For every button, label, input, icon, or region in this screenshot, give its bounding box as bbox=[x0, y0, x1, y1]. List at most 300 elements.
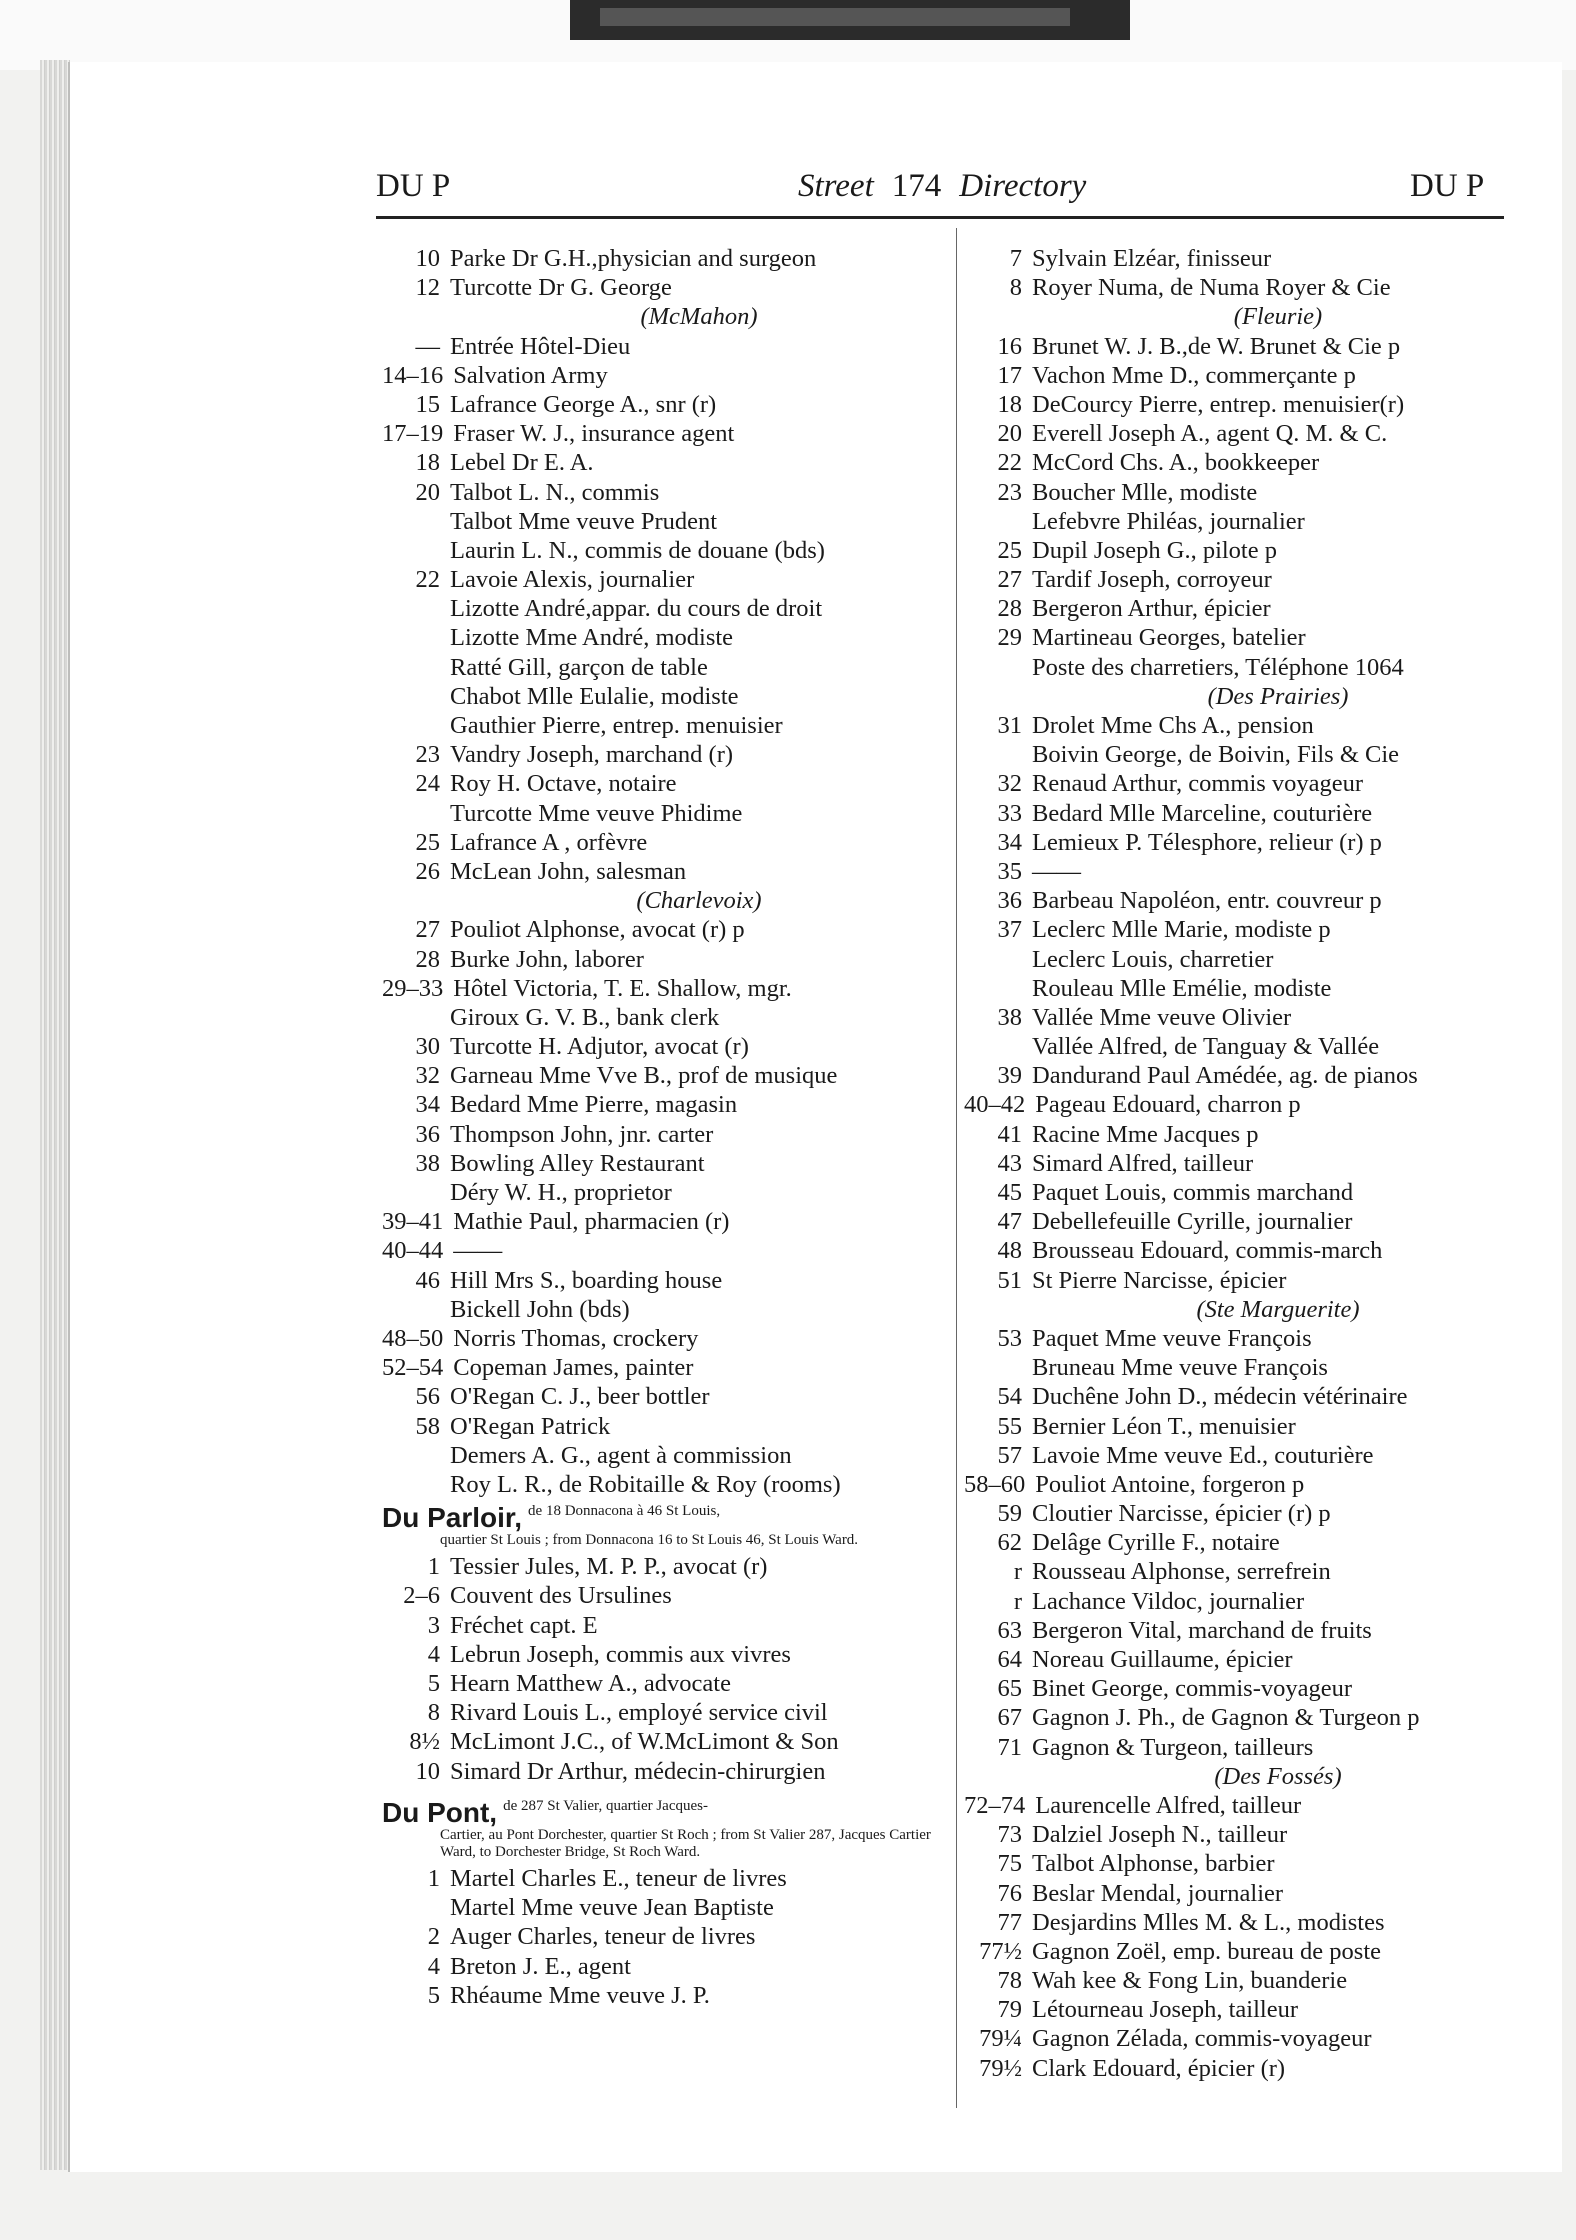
directory-entry bbox=[964, 711, 1524, 740]
street-number: 16 bbox=[997, 332, 1022, 360]
street-entries bbox=[382, 1552, 948, 1786]
directory-entry bbox=[382, 536, 948, 565]
street-number: 45 bbox=[997, 1179, 1022, 1206]
resident-text: Bickell John (bds) bbox=[450, 1295, 630, 1323]
resident-text: McCord Chs. A., bookkeeper bbox=[1032, 449, 1320, 477]
resident-text: Bergeron Vital, marchand de fruits bbox=[1032, 1616, 1372, 1644]
street-number: 58–60 bbox=[964, 1470, 1026, 1498]
street-number bbox=[382, 1178, 450, 1207]
directory-entry bbox=[382, 769, 948, 798]
directory-entry bbox=[964, 2024, 1524, 2053]
directory-entry bbox=[964, 1528, 1524, 1557]
directory-entry bbox=[964, 769, 1524, 798]
directory-entry bbox=[382, 507, 948, 536]
street-number: 38 bbox=[415, 1149, 440, 1177]
resident-text: Auger Charles, teneur de livres bbox=[450, 1923, 756, 1951]
resident-text: Lachance Vildoc, journalier bbox=[1032, 1587, 1305, 1615]
street-number: 62 bbox=[997, 1529, 1022, 1557]
header-left: DU P bbox=[376, 168, 451, 204]
street-description: de 18 Donnacona à 46 St Louis, bbox=[528, 1503, 721, 1520]
resident-text: Martineau Georges, batelier bbox=[1032, 624, 1306, 652]
street-number: 34 bbox=[415, 1091, 440, 1119]
resident-text: Dupil Joseph G., pilote p bbox=[1032, 536, 1277, 564]
street-number: 27 bbox=[997, 566, 1022, 594]
directory-entry bbox=[964, 1733, 1524, 1762]
street-number: 5 bbox=[427, 1670, 440, 1698]
street-number: 79 bbox=[997, 1996, 1022, 2024]
directory-entry bbox=[964, 1236, 1524, 1265]
street-number bbox=[382, 1003, 450, 1032]
directory-entry bbox=[382, 565, 948, 594]
resident-text: Lafrance A , orfèvre bbox=[450, 828, 648, 856]
resident-text: Rivard Louis L., employé service civil bbox=[450, 1699, 828, 1727]
directory-entry bbox=[382, 1003, 948, 1032]
street-number bbox=[382, 302, 450, 331]
resident-text: Noreau Guillaume, épicier bbox=[1032, 1646, 1293, 1673]
cross-street-name: (Ste Marguerite) bbox=[1196, 1295, 1360, 1323]
street-number: 67 bbox=[997, 1704, 1022, 1732]
cross-street-name: (Des Prairies) bbox=[1207, 682, 1349, 710]
directory-entry bbox=[964, 1499, 1524, 1528]
resident-text: Laurin L. N., commis de douane (bds) bbox=[450, 536, 825, 564]
directory-entry bbox=[964, 1703, 1524, 1732]
resident-text: Laurencelle Alfred, tailleur bbox=[1035, 1791, 1302, 1819]
resident-text: Paquet Louis, commis marchand bbox=[1032, 1179, 1354, 1206]
resident-text: Desjardins Mlles M. & L., modistes bbox=[1032, 1908, 1385, 1936]
resident-text: Fréchet capt. E bbox=[450, 1611, 598, 1639]
street-number: 18 bbox=[415, 449, 440, 477]
directory-entry bbox=[964, 390, 1524, 419]
section-heading bbox=[964, 1762, 1524, 1791]
directory-entry bbox=[382, 1236, 948, 1265]
directory-entry bbox=[382, 1412, 948, 1441]
directory-entry bbox=[964, 1382, 1524, 1411]
directory-entry bbox=[964, 565, 1524, 594]
street-number: 22 bbox=[997, 449, 1022, 477]
street-number: 8½ bbox=[409, 1728, 440, 1756]
directory-entry bbox=[964, 1820, 1524, 1849]
street-description: de 287 St Valier, quartier Jacques- bbox=[503, 1797, 708, 1814]
directory-entry bbox=[382, 1178, 948, 1207]
resident-text: Gagnon & Turgeon, tailleurs bbox=[1032, 1733, 1314, 1761]
resident-text: Lebrun Joseph, commis aux vivres bbox=[450, 1640, 791, 1668]
street-number: 1 bbox=[427, 1553, 440, 1581]
street-name: Du Parloir, bbox=[382, 1502, 523, 1534]
directory-entry bbox=[964, 1441, 1524, 1470]
street-number: 56 bbox=[415, 1383, 440, 1411]
street-number: 65 bbox=[997, 1675, 1022, 1703]
directory-entry bbox=[964, 1470, 1524, 1499]
resident-text: Breton J. E., agent bbox=[450, 1952, 631, 1980]
directory-entry bbox=[964, 536, 1524, 565]
resident-text: Couvent des Ursulines bbox=[450, 1582, 672, 1610]
cross-street-name: (McMahon) bbox=[640, 303, 758, 331]
resident-text: Rhéaume Mme veuve J. P. bbox=[450, 1981, 710, 2009]
directory-entry bbox=[382, 1669, 948, 1698]
directory-entry bbox=[964, 1995, 1524, 2024]
directory-entry bbox=[382, 1149, 948, 1178]
street-number: 7 bbox=[1009, 245, 1022, 272]
street-number: 39 bbox=[997, 1062, 1022, 1090]
resident-text: Gagnon Zélada, commis-voyageur bbox=[1032, 2025, 1372, 2053]
resident-text: Salvation Army bbox=[453, 361, 608, 389]
directory-entry bbox=[964, 1966, 1524, 1995]
street-number bbox=[964, 740, 1032, 769]
directory-entry bbox=[964, 448, 1524, 477]
scanner-clip-detail bbox=[600, 8, 1070, 26]
directory-entry bbox=[964, 1616, 1524, 1645]
resident-text: Simard Dr Arthur, médecin-chirurgien bbox=[450, 1757, 826, 1785]
street-number: 43 bbox=[997, 1149, 1022, 1177]
directory-entry bbox=[382, 1061, 948, 1090]
section-heading bbox=[964, 302, 1524, 331]
street-number bbox=[382, 1893, 450, 1922]
street-number: 8 bbox=[427, 1699, 440, 1727]
resident-text: Pageau Edouard, charron p bbox=[1035, 1091, 1301, 1119]
street-number: 34 bbox=[997, 828, 1022, 856]
street-entries bbox=[382, 1864, 948, 2010]
street-number: 25 bbox=[997, 536, 1022, 564]
street-number: 55 bbox=[997, 1412, 1022, 1440]
directory-entry bbox=[382, 1382, 948, 1411]
street-number: 23 bbox=[997, 478, 1022, 506]
street-number: 54 bbox=[997, 1383, 1022, 1411]
street-number bbox=[382, 507, 450, 536]
resident-text: Turcotte Mme veuve Phidime bbox=[450, 799, 743, 827]
resident-text: Bowling Alley Restaurant bbox=[450, 1149, 705, 1177]
street-number: 59 bbox=[997, 1500, 1022, 1528]
directory-entry bbox=[964, 1090, 1524, 1119]
resident-text: Clark Edouard, épicier (r) bbox=[1032, 2054, 1286, 2082]
street-number: 27 bbox=[415, 916, 440, 944]
cross-street-name: (Des Fossés) bbox=[1214, 1762, 1342, 1790]
directory-entry bbox=[964, 1266, 1524, 1295]
directory-entry bbox=[382, 1207, 948, 1236]
street-number: 72–74 bbox=[964, 1791, 1026, 1819]
directory-entry bbox=[964, 1032, 1524, 1061]
street-number: 10 bbox=[415, 1757, 440, 1785]
resident-text: Drolet Mme Chs A., pension bbox=[1032, 712, 1314, 739]
directory-entry bbox=[382, 244, 948, 273]
directory-entry bbox=[382, 390, 948, 419]
street-number: 24 bbox=[415, 770, 440, 798]
directory-entry bbox=[964, 594, 1524, 623]
directory-entry bbox=[964, 1791, 1524, 1820]
resident-text: Brunet W. J. B.,de W. Brunet & Cie p bbox=[1032, 332, 1401, 360]
street-number bbox=[964, 507, 1032, 536]
street-number bbox=[382, 799, 450, 828]
directory-entry bbox=[382, 1120, 948, 1149]
street-number: 63 bbox=[997, 1616, 1022, 1644]
street-number: 10 bbox=[415, 245, 440, 272]
street-number: 4 bbox=[427, 1952, 440, 1980]
directory-entry bbox=[382, 740, 948, 769]
resident-text: Garneau Mme Vve B., prof de musique bbox=[450, 1062, 838, 1090]
street-heading bbox=[382, 1798, 948, 1827]
directory-entry bbox=[382, 1981, 948, 2010]
header-center bbox=[798, 168, 1238, 208]
entries-right bbox=[964, 244, 1524, 2083]
resident-text: Roy H. Octave, notaire bbox=[450, 770, 677, 798]
resident-text: Martel Mme veuve Jean Baptiste bbox=[450, 1894, 774, 1922]
street-number: 4 bbox=[427, 1640, 440, 1668]
directory-entry bbox=[964, 1061, 1524, 1090]
section-heading bbox=[382, 302, 948, 331]
street-number bbox=[382, 1441, 450, 1470]
resident-text: Gauthier Pierre, entrep. menuisier bbox=[450, 712, 783, 739]
street-number: 22 bbox=[415, 566, 440, 594]
street-number: 75 bbox=[997, 1850, 1022, 1878]
directory-entry bbox=[382, 594, 948, 623]
resident-text: Roy L. R., de Robitaille & Roy (rooms) bbox=[450, 1470, 841, 1498]
street-number: 73 bbox=[997, 1821, 1022, 1849]
street-number: 40–44 bbox=[382, 1237, 444, 1265]
street-number: 46 bbox=[415, 1266, 440, 1294]
directory-entry bbox=[964, 653, 1524, 682]
directory-entry bbox=[382, 1295, 948, 1324]
street-number: 79¼ bbox=[979, 2025, 1022, 2053]
directory-entry bbox=[382, 828, 948, 857]
resident-text: Hill Mrs S., boarding house bbox=[450, 1266, 723, 1294]
street-number bbox=[964, 945, 1032, 974]
page-number: 174 bbox=[891, 168, 942, 204]
street-number: 47 bbox=[997, 1208, 1022, 1236]
street-number: 28 bbox=[415, 945, 440, 973]
street-number: 20 bbox=[997, 420, 1022, 448]
street-number bbox=[964, 1762, 1032, 1791]
directory-entry bbox=[964, 1645, 1524, 1674]
header-rule bbox=[376, 216, 1504, 219]
street-number: 78 bbox=[997, 1967, 1022, 1995]
street-number: 71 bbox=[997, 1733, 1022, 1761]
street-number: 51 bbox=[997, 1266, 1022, 1294]
street-number bbox=[382, 536, 450, 565]
street-number: 33 bbox=[997, 799, 1022, 827]
directory-entry bbox=[382, 1698, 948, 1727]
street-number: 76 bbox=[997, 1879, 1022, 1907]
directory-entry bbox=[964, 623, 1524, 652]
resident-text: Paquet Mme veuve François bbox=[1032, 1324, 1312, 1352]
street-number: 35 bbox=[997, 857, 1022, 885]
section-heading bbox=[964, 1295, 1524, 1324]
street-number: 2–6 bbox=[403, 1582, 440, 1610]
directory-entry bbox=[382, 682, 948, 711]
street-description-cont: quartier St Louis ; from Donnacona 16 to St Louis 46, St Louis Ward. bbox=[440, 1532, 859, 1549]
resident-text: Pouliot Alphonse, avocat (r) p bbox=[450, 916, 745, 944]
resident-text: Lemieux P. Télesphore, relieur (r) p bbox=[1032, 828, 1382, 856]
resident-text: Debellefeuille Cyrille, journalier bbox=[1032, 1208, 1353, 1236]
street-number: r bbox=[1013, 1587, 1022, 1615]
cross-street-name: (Fleurie) bbox=[1233, 303, 1323, 331]
street-number bbox=[382, 623, 450, 652]
resident-text: Tessier Jules, M. P. P., avocat (r) bbox=[450, 1553, 768, 1581]
directory-entry bbox=[382, 1864, 948, 1893]
street-number bbox=[382, 682, 450, 711]
resident-text: Vachon Mme D., commerçante p bbox=[1032, 361, 1356, 389]
directory-entry bbox=[964, 828, 1524, 857]
street-number: 12 bbox=[415, 274, 440, 302]
street-number: 30 bbox=[415, 1033, 440, 1061]
street-number: 32 bbox=[415, 1062, 440, 1090]
directory-entry bbox=[382, 1324, 948, 1353]
street-number: 1 bbox=[427, 1864, 440, 1892]
street-number: 77 bbox=[997, 1908, 1022, 1936]
entries-top bbox=[382, 244, 948, 1499]
directory-entry bbox=[382, 1353, 948, 1382]
directory-entry bbox=[964, 1178, 1524, 1207]
resident-text: Racine Mme Jacques p bbox=[1032, 1120, 1259, 1148]
resident-text: Burke John, laborer bbox=[450, 945, 644, 973]
directory-entry bbox=[382, 974, 948, 1003]
header-center-left: Street bbox=[798, 168, 874, 204]
street-number: 52–54 bbox=[382, 1354, 444, 1382]
street-number: 41 bbox=[997, 1120, 1022, 1148]
column-right bbox=[964, 244, 1524, 2083]
resident-text: Copeman James, painter bbox=[453, 1354, 694, 1382]
resident-text: McLimont J.C., of W.McLimont & Son bbox=[450, 1728, 839, 1756]
street-number: 17–19 bbox=[382, 420, 444, 448]
directory-entry bbox=[382, 1470, 948, 1499]
street-number: 2 bbox=[427, 1923, 440, 1951]
resident-text: Gagnon Zoël, emp. bureau de poste bbox=[1032, 1937, 1382, 1965]
directory-entry bbox=[382, 857, 948, 886]
street-number: 37 bbox=[997, 916, 1022, 944]
directory-entry bbox=[964, 1207, 1524, 1236]
resident-text: Hearn Matthew A., advocate bbox=[450, 1670, 731, 1698]
directory-entry bbox=[964, 1412, 1524, 1441]
section-heading bbox=[382, 886, 948, 915]
resident-text: Entrée Hôtel-Dieu bbox=[450, 332, 631, 360]
resident-text: Ratté Gill, garçon de table bbox=[450, 653, 708, 681]
directory-entry bbox=[964, 857, 1524, 886]
resident-text: Vallée Mme veuve Olivier bbox=[1032, 1003, 1292, 1031]
street-du-parloir bbox=[382, 1503, 948, 1786]
resident-text: Renaud Arthur, commis voyageur bbox=[1032, 770, 1364, 798]
directory-entry bbox=[382, 1552, 948, 1581]
directory-entry bbox=[382, 478, 948, 507]
street-number: 48 bbox=[997, 1237, 1022, 1265]
street-number bbox=[964, 1353, 1032, 1382]
street-number: 58 bbox=[415, 1412, 440, 1440]
directory-entry bbox=[964, 1587, 1524, 1616]
directory-entry bbox=[382, 799, 948, 828]
street-number bbox=[382, 886, 450, 915]
resident-text: Hôtel Victoria, T. E. Shallow, mgr. bbox=[453, 974, 792, 1002]
street-number: 53 bbox=[997, 1324, 1022, 1352]
resident-text: McLean John, salesman bbox=[450, 857, 687, 885]
directory-entry bbox=[964, 361, 1524, 390]
resident-text: Rousseau Alphonse, serrefrein bbox=[1032, 1558, 1331, 1586]
street-number: 36 bbox=[997, 887, 1022, 915]
directory-entry bbox=[382, 653, 948, 682]
directory-entry bbox=[382, 1581, 948, 1610]
resident-text: Boivin George, de Boivin, Fils & Cie bbox=[1032, 741, 1400, 769]
resident-text: Turcotte H. Adjutor, avocat (r) bbox=[450, 1033, 749, 1061]
street-number bbox=[964, 302, 1032, 331]
directory-entry bbox=[964, 1353, 1524, 1382]
street-du-pont bbox=[382, 1798, 948, 2010]
directory-entry bbox=[382, 1952, 948, 1981]
directory-entry bbox=[382, 623, 948, 652]
street-number: 23 bbox=[415, 741, 440, 769]
resident-text: Parke Dr G.H.,physician and surgeon bbox=[450, 245, 817, 272]
directory-entry bbox=[964, 478, 1524, 507]
directory-entry bbox=[964, 507, 1524, 536]
resident-text: O'Regan C. J., beer bottler bbox=[450, 1383, 710, 1411]
resident-text: Rouleau Mlle Emélie, modiste bbox=[1032, 974, 1332, 1002]
directory-entry bbox=[382, 1090, 948, 1119]
resident-text: Déry W. H., proprietor bbox=[450, 1179, 672, 1206]
resident-text: Mathie Paul, pharmacien (r) bbox=[453, 1208, 730, 1236]
directory-entry bbox=[382, 1266, 948, 1295]
resident-text: —— bbox=[453, 1237, 503, 1265]
directory-entry bbox=[964, 974, 1524, 1003]
resident-text: O'Regan Patrick bbox=[450, 1412, 611, 1440]
book-page-edges bbox=[40, 60, 70, 2170]
directory-entry bbox=[964, 2054, 1524, 2083]
directory-entry bbox=[382, 1893, 948, 1922]
directory-entry bbox=[382, 1922, 948, 1951]
resident-text: Demers A. G., agent à commission bbox=[450, 1441, 792, 1469]
section-heading bbox=[964, 682, 1524, 711]
cross-street-name: (Charlevoix) bbox=[636, 887, 762, 915]
directory-entry bbox=[964, 273, 1524, 302]
street-number: 38 bbox=[997, 1003, 1022, 1031]
resident-text: Pouliot Antoine, forgeron p bbox=[1035, 1470, 1305, 1498]
resident-text: Talbot L. N., commis bbox=[450, 478, 660, 506]
resident-text: Vandry Joseph, marchand (r) bbox=[450, 741, 734, 769]
resident-text: Bedard Mme Pierre, magasin bbox=[450, 1091, 738, 1119]
street-number bbox=[382, 653, 450, 682]
resident-text: Gagnon J. Ph., de Gagnon & Turgeon p bbox=[1032, 1704, 1420, 1732]
street-number: 25 bbox=[415, 828, 440, 856]
resident-text: Bergeron Arthur, épicier bbox=[1032, 595, 1271, 623]
directory-entry bbox=[964, 1324, 1524, 1353]
street-number: 29 bbox=[997, 624, 1022, 652]
directory-entry bbox=[964, 1149, 1524, 1178]
street-number: 48–50 bbox=[382, 1324, 444, 1352]
resident-text: Bruneau Mme veuve François bbox=[1032, 1354, 1328, 1382]
street-number: 20 bbox=[415, 478, 440, 506]
resident-text: Dandurand Paul Amédée, ag. de pianos bbox=[1032, 1062, 1418, 1090]
street-number: 15 bbox=[415, 390, 440, 418]
resident-text: Giroux G. V. B., bank clerk bbox=[450, 1003, 720, 1031]
directory-entry bbox=[964, 1849, 1524, 1878]
directory-entry bbox=[964, 244, 1524, 273]
directory-entry bbox=[964, 945, 1524, 974]
resident-text: Lavoie Mme veuve Ed., couturière bbox=[1032, 1441, 1374, 1469]
directory-entry bbox=[964, 1557, 1524, 1586]
directory-entry bbox=[964, 1879, 1524, 1908]
resident-text: Létourneau Joseph, tailleur bbox=[1032, 1996, 1299, 2024]
resident-text: Brousseau Edouard, commis-march bbox=[1032, 1237, 1383, 1265]
directory-entry bbox=[382, 945, 948, 974]
directory-entry bbox=[382, 1032, 948, 1061]
street-number: 17 bbox=[997, 361, 1022, 389]
resident-text: Beslar Mendal, journalier bbox=[1032, 1879, 1284, 1907]
resident-text: Talbot Mme veuve Prudent bbox=[450, 507, 718, 535]
resident-text: Simard Alfred, tailleur bbox=[1032, 1149, 1254, 1177]
resident-text: Barbeau Napoléon, entr. couvreur p bbox=[1032, 887, 1382, 915]
directory-entry bbox=[382, 1640, 948, 1669]
street-number: 29–33 bbox=[382, 974, 444, 1002]
street-number: 64 bbox=[997, 1646, 1022, 1673]
directory-entry bbox=[382, 361, 948, 390]
directory-entry bbox=[382, 448, 948, 477]
street-number: 3 bbox=[427, 1611, 440, 1639]
resident-text: Fraser W. J., insurance agent bbox=[453, 420, 735, 448]
resident-text: Dalziel Joseph N., tailleur bbox=[1032, 1821, 1288, 1849]
